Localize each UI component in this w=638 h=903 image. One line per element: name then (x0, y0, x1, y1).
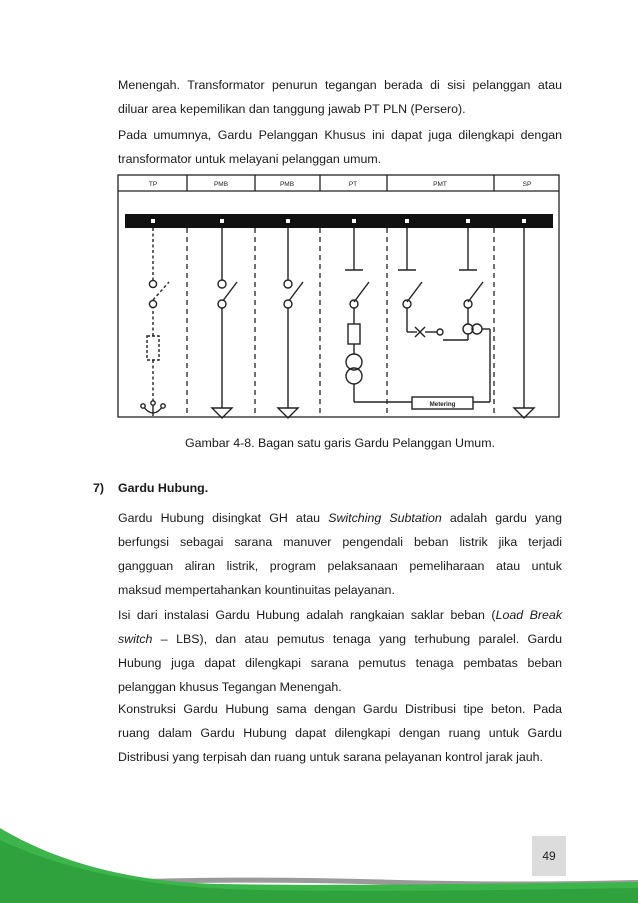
paragraph-gardu-hubung-konstruksi (118, 697, 562, 769)
text-line: ruang dalam Gardu Hubung dapat dilengkapi dengan ruang untuk Gardu (118, 726, 562, 740)
busbar-tap (151, 219, 155, 223)
single-line-diagram (117, 172, 561, 420)
text-line: transformator untuk melayani pelanggan umum. (118, 152, 382, 166)
pmb-feeder-2 (278, 228, 303, 418)
italic-term: Load Break (495, 608, 563, 622)
text-segment: adalah gardu yang (441, 511, 562, 525)
italic-term: Switching Subtation (328, 511, 442, 525)
text-line: Pada umumnya, Gardu Pelanggan Khusus ini dapat juga dilengkapi dengan (118, 128, 562, 142)
text-line (118, 627, 562, 651)
text-segment: – LBS), dan atau pemutus tenaga yang terhubung paralel. Gardu (152, 632, 562, 646)
panel-label-sp: SP (522, 181, 532, 188)
text-line: pelanggan khusus Tegangan Menengah. (118, 680, 342, 694)
section-number: 7) (93, 481, 105, 495)
section-title: Gardu Hubung. (118, 481, 209, 495)
pt-feeder (345, 228, 412, 402)
text-line: diluar area kepemilikan dan tanggung jawab PT PLN (Persero). (118, 102, 466, 116)
sp-feeder (514, 228, 534, 418)
panel-label-pt: PT (348, 181, 358, 188)
text-segment: Isi dari instalasi Gardu Hubung adalah rangkaian saklar beban ( (118, 608, 496, 622)
text-line (118, 506, 562, 530)
paragraph-transformer (118, 73, 562, 121)
text-line: gangguan aliran listrik, program pelaksanaan pemeliharaan atau untuk (118, 559, 562, 573)
panel-label-pmb-2: PMB (279, 181, 295, 188)
panel-label-pmb-1: PMB (213, 181, 229, 188)
tp-feeder (153, 228, 169, 400)
pmt-feeder (398, 228, 490, 402)
fuse-symbol (147, 336, 159, 360)
busbar-tap (405, 219, 409, 223)
pmb-feeder-1 (212, 228, 237, 418)
italic-term: switch (118, 632, 153, 646)
figure-caption: Gambar 4-8. Bagan satu garis Gardu Pelanggan Umum. (185, 436, 495, 450)
busbar-tap (352, 219, 356, 223)
paragraph-gardu-hubung-definition (118, 506, 562, 602)
panel-label-pmt: PMT (433, 181, 447, 188)
fuse-symbol (348, 324, 360, 344)
page-number: 49 (532, 836, 566, 876)
text-line: maksud mempertahankan kountinuitas pelayanan. (118, 583, 395, 597)
busbar-tap (466, 219, 470, 223)
section-heading (93, 478, 208, 498)
switch-contact (149, 280, 156, 287)
text-line: berfungsi sebagai sarana manuver pengendali beban listrik jika terjadi (118, 535, 562, 549)
busbar (125, 214, 553, 228)
diagram-frame (118, 175, 559, 417)
text-line: Konstruksi Gardu Hubung sama dengan Gardu Distribusi tipe beton. Pada (118, 702, 562, 716)
busbar-tap (522, 219, 526, 223)
paragraph-gardu-hubung-instalasi (118, 603, 562, 699)
busbar-tap (220, 219, 224, 223)
text-line: Hubung juga dapat dilengkapi sarana pemutus tenaga pembatas beban (118, 656, 562, 670)
panel-label-tp: TP (148, 181, 158, 188)
text-segment: Gardu Hubung disingkat GH atau (118, 511, 329, 525)
paragraph-gardu-pelanggan (118, 123, 562, 171)
text-line (118, 603, 562, 627)
text-line: Menengah. Transformator penurun tegangan berada di sisi pelanggan atau (118, 78, 562, 92)
busbar-tap (286, 219, 290, 223)
text-line: Distribusi yang terpisah dan ruang untuk sarana pelayanan kontrol jarak jauh. (118, 750, 543, 764)
cable-termination (141, 400, 165, 416)
switch-contact (149, 300, 156, 307)
metering-label: Metering (429, 401, 456, 408)
